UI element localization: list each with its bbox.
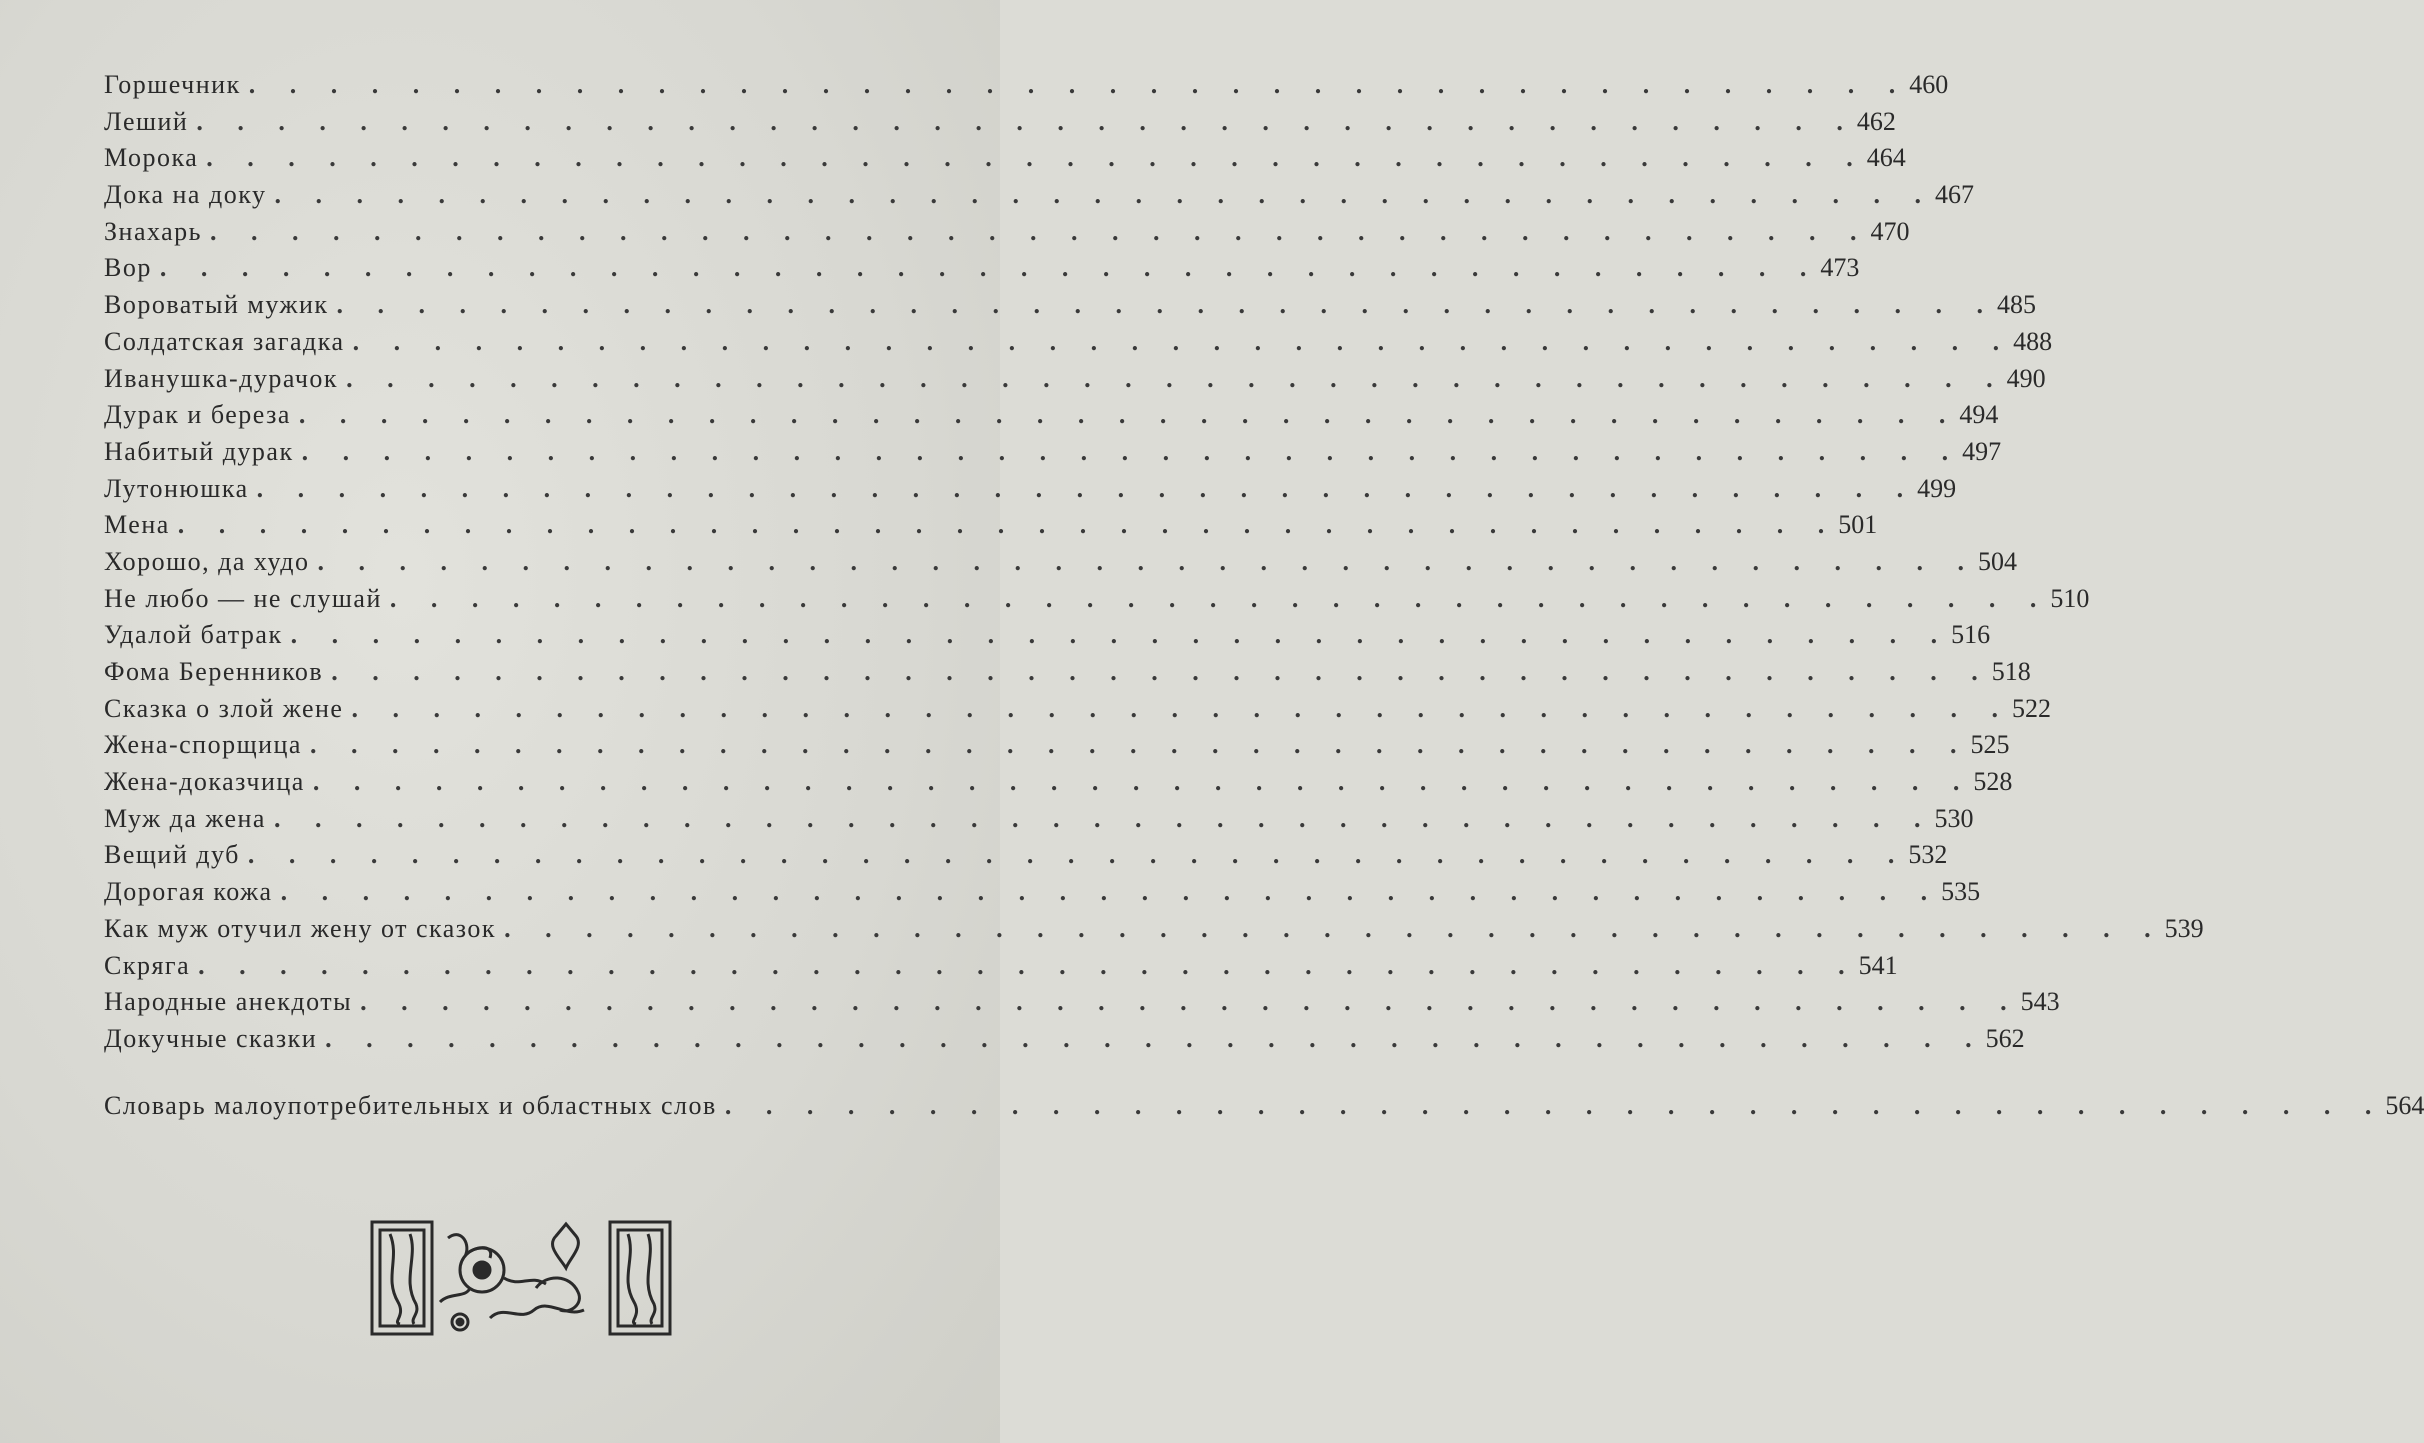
page-number: 497 bbox=[1962, 436, 2002, 466]
entry-title: Леший bbox=[104, 106, 189, 136]
dot-leader: . . . . . . . . . . . . . . . . . . . . . . . . . . . . . . . . . . . . . . . . . bbox=[206, 143, 1867, 173]
dot-leader: . . . . . . . . . . . . . . . . . . . . . . . . . . . . . . . . . . . . . . . . . bbox=[312, 767, 1974, 797]
entry-title: Дока на доку bbox=[104, 180, 267, 210]
toc-entry bbox=[104, 290, 2037, 327]
page-number: 535 bbox=[1941, 877, 1981, 907]
table-of-contents bbox=[104, 70, 2424, 1127]
dot-leader: . . . . . . . . . . . . . . . . . . . . . . . . . . . . . . . . . . . . . . . . . bbox=[290, 620, 1952, 650]
toc-entry bbox=[104, 180, 1974, 217]
dot-leader: . . . . . . . . . . . . . . . . . . . . . . . . . . . . . . . . . . . . . . . . . bbox=[309, 730, 1971, 760]
toc-entry bbox=[104, 620, 1991, 657]
toc-entry bbox=[104, 143, 1906, 180]
entry-title: Морока bbox=[104, 143, 199, 173]
toc-entry bbox=[104, 216, 1910, 254]
page-number: 562 bbox=[1985, 1023, 2025, 1053]
dot-leader: . . . . . . . . . . . . . . . . . . . . . . . . . . . . . . . . . . . . . . . . . bbox=[159, 253, 1821, 283]
page-number: 518 bbox=[1991, 657, 2031, 686]
toc-entry bbox=[104, 583, 2090, 621]
toc-entry bbox=[104, 436, 2002, 474]
dot-leader: . . . . . . . . . . . . . . . . . . . . . . . . . . . . . . . . . . . . . . . . . bbox=[298, 400, 1960, 430]
page-number: 462 bbox=[1856, 106, 1896, 136]
page-number: 516 bbox=[1951, 620, 1991, 650]
entry-title: Народные анекдоты bbox=[104, 987, 353, 1017]
toc-entry bbox=[104, 950, 1898, 988]
entry-title: Дурак и береза bbox=[104, 400, 291, 430]
page-number: 543 bbox=[2020, 987, 2060, 1017]
page-number: 488 bbox=[2013, 326, 2053, 356]
page-number: 501 bbox=[1838, 510, 1878, 540]
toc-entry bbox=[104, 70, 1949, 107]
entry-title: Удалой батрак bbox=[104, 620, 283, 650]
entry-title: Докучные сказки bbox=[104, 1023, 318, 1053]
toc-entry bbox=[104, 877, 1981, 914]
entry-title: Лутонюшка bbox=[104, 473, 249, 503]
page-number: 499 bbox=[1917, 473, 1957, 503]
page-number: 494 bbox=[1959, 400, 1999, 430]
dot-leader: . . . . . . . . . . . . . . . . . . . . . . . . . . . . . . . . . . . . . . . . . bbox=[724, 1090, 2386, 1120]
page-number: 528 bbox=[1973, 767, 2013, 797]
toc-entry bbox=[104, 657, 2031, 694]
page-number: 485 bbox=[1997, 290, 2037, 320]
toc-entry bbox=[104, 840, 1948, 877]
dot-leader: . . . . . . . . . . . . . . . . . . . . . . . . . . . . . . . . . . . . . . . . . bbox=[301, 436, 1963, 466]
toc-entry bbox=[104, 803, 1974, 841]
toc-entry bbox=[104, 546, 2018, 584]
dot-leader: . . . . . . . . . . . . . . . . . . . . . . . . . . . . . . . . . . . . . . . . . bbox=[248, 70, 1910, 99]
entry-title: Словарь малоупотребительных и областных слов bbox=[104, 1090, 717, 1120]
toc-entry bbox=[104, 363, 2046, 401]
dot-leader: . . . . . . . . . . . . . . . . . . . . . . . . . . . . . . . . . . . . . . . . . bbox=[352, 326, 2014, 356]
dot-leader: . . . . . . . . . . . . . . . . . . . . . . . . . . . . . . . . . . . . . . . . . bbox=[177, 510, 1839, 540]
toc-entry bbox=[104, 510, 1878, 547]
page-number: 541 bbox=[1858, 950, 1898, 980]
entry-title: Муж да жена bbox=[104, 803, 266, 833]
entry-title: Сказка о злой жене bbox=[104, 693, 344, 723]
toc-entry bbox=[104, 693, 2051, 731]
dot-leader: . . . . . . . . . . . . . . . . . . . . . . . . . . . . . . . . . . . . . . . . . bbox=[256, 473, 1918, 503]
toc-entry bbox=[104, 730, 2010, 767]
dot-leader: . . . . . . . . . . . . . . . . . . . . . . . . . . . . . . . . . . . . . . . . . bbox=[325, 1023, 1986, 1053]
dot-leader: . . . . . . . . . . . . . . . . . . . . . . . . . . . . . . . . . . . . . . . . . bbox=[210, 216, 1871, 246]
page-number: 510 bbox=[2050, 583, 2090, 613]
toc-entry bbox=[104, 1023, 2025, 1061]
entry-title: Иванушка-дурачок bbox=[104, 363, 339, 393]
entry-title: Горшечник bbox=[104, 70, 241, 99]
toc-entry bbox=[104, 987, 2060, 1024]
dot-leader: . . . . . . . . . . . . . . . . . . . . . . . . . . . . . . . . . . . . . . . . . bbox=[274, 180, 1935, 210]
dot-leader: . . . . . . . . . . . . . . . . . . . . . . . . . . . . . . . . . . . . . . . . . bbox=[504, 913, 2165, 943]
dot-leader: . . . . . . . . . . . . . . . . . . . . . . . . . . . . . . . . . . . . . . . . . bbox=[346, 363, 2007, 393]
toc-entry bbox=[104, 767, 2013, 804]
entry-title: Мена bbox=[104, 510, 170, 540]
toc-entry bbox=[104, 913, 2204, 951]
glossary-entry bbox=[104, 1090, 2424, 1128]
entry-title: Вещий дуб bbox=[104, 840, 240, 870]
toc-entry bbox=[104, 473, 1957, 511]
page-number: 464 bbox=[1866, 143, 1906, 173]
dot-leader: . . . . . . . . . . . . . . . . . . . . . . . . . . . . . . . . . . . . . . . . . bbox=[336, 290, 1998, 320]
entry-title: Хорошо, да худо bbox=[104, 546, 310, 576]
dot-leader: . . . . . . . . . . . . . . . . . . . . . . . . . . . . . . . . . . . . . . . . . bbox=[247, 840, 1909, 870]
page-number: 470 bbox=[1870, 216, 1910, 246]
entry-title: Дорогая кожа bbox=[104, 877, 273, 907]
entry-title: Скряга bbox=[104, 950, 191, 980]
toc-entry bbox=[104, 326, 2053, 364]
entry-title: Солдатская загадка bbox=[104, 326, 345, 356]
entry-title: Жена-спорщица bbox=[104, 730, 302, 760]
page-number: 564 bbox=[2385, 1090, 2424, 1120]
page-number: 539 bbox=[2164, 913, 2204, 943]
toc-entry bbox=[104, 400, 1999, 437]
toc-entry bbox=[104, 253, 1860, 290]
toc-entry bbox=[104, 106, 1896, 144]
entry-title: Жена-доказчица bbox=[104, 767, 305, 797]
dot-leader: . . . . . . . . . . . . . . . . . . . . . . . . . . . . . . . . . . . . . . . . . bbox=[360, 987, 2021, 1017]
page-number: 473 bbox=[1820, 253, 1860, 283]
entry-title: Знахарь bbox=[104, 216, 203, 246]
dot-leader: . . . . . . . . . . . . . . . . . . . . . . . . . . . . . . . . . . . . . . . . . bbox=[317, 546, 1979, 576]
entry-title: Не любо — не слушай bbox=[104, 583, 382, 613]
page-number: 504 bbox=[1978, 546, 2018, 576]
entry-title: Как муж отучил жену от сказок bbox=[104, 913, 497, 943]
dot-leader: . . . . . . . . . . . . . . . . . . . . . . . . . . . . . . . . . . . . . . . . . bbox=[196, 106, 1857, 136]
page-number: 467 bbox=[1934, 180, 1974, 210]
dot-leader: . . . . . . . . . . . . . . . . . . . . . . . . . . . . . . . . . . . . . . . . . bbox=[198, 950, 1859, 980]
page-number: 522 bbox=[2011, 693, 2051, 723]
dot-leader: . . . . . . . . . . . . . . . . . . . . . . . . . . . . . . . . . . . . . . . . . bbox=[389, 583, 2051, 613]
entry-title: Набитый дурак bbox=[104, 436, 294, 466]
dot-leader: . . . . . . . . . . . . . . . . . . . . . . . . . . . . . . . . . . . . . . . . . bbox=[351, 693, 2012, 723]
page-number: 525 bbox=[1970, 730, 2010, 760]
folk-ornament-icon bbox=[370, 1218, 672, 1338]
page-number: 530 bbox=[1934, 803, 1974, 833]
dot-leader: . . . . . . . . . . . . . . . . . . . . . . . . . . . . . . . . . . . . . . . . . bbox=[280, 877, 1942, 907]
entry-title: Вороватый мужик bbox=[104, 290, 329, 320]
entry-title: Фома Беренников bbox=[104, 657, 324, 686]
page-number: 460 bbox=[1909, 70, 1949, 99]
dot-leader: . . . . . . . . . . . . . . . . . . . . . . . . . . . . . . . . . . . . . . . . . bbox=[331, 657, 1992, 686]
dot-leader: . . . . . . . . . . . . . . . . . . . . . . . . . . . . . . . . . . . . . . . . . bbox=[273, 803, 1935, 833]
page-number: 532 bbox=[1908, 840, 1948, 870]
entry-title: Вор bbox=[104, 253, 152, 283]
page-number: 490 bbox=[2006, 363, 2046, 393]
